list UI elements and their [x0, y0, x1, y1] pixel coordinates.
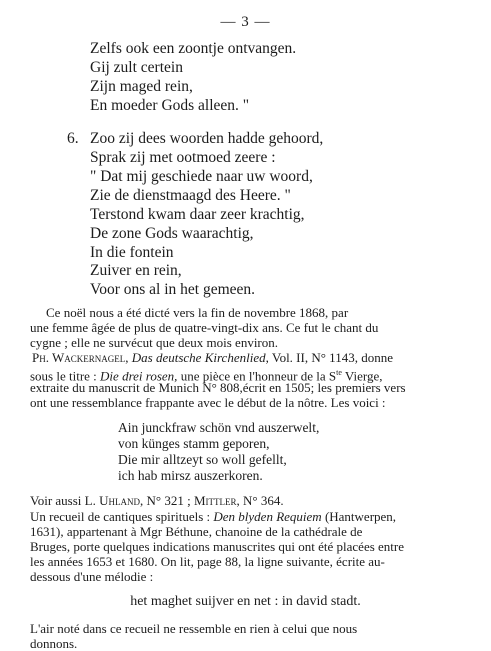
- note-line: 1631), appartenant à Mgr Béthune, chanoine de la cathédrale de: [30, 524, 363, 539]
- verse-line: Terstond kwam daar zeer krachtig,: [90, 206, 305, 223]
- verse-line: Zoo zij dees woorden hadde gehoord,: [90, 130, 324, 147]
- note-text: Vierge,: [341, 368, 383, 384]
- quote-line: von künges stamm geporen,: [118, 436, 270, 451]
- poem-title: Die drei rosen,: [100, 368, 178, 384]
- melody-line: het maghet suijver en net : in david stadt.: [130, 594, 361, 609]
- note-line: L'air noté dans ce recueil ne ressemble en rien à celui que nous: [30, 621, 358, 636]
- note-text: N° 364.: [243, 493, 284, 508]
- note-text: Vol. II, N° 1143, donne: [271, 350, 393, 365]
- verse-line: Zelfs ook een zoontje ontvangen.: [90, 40, 297, 57]
- note-line: extraite du manuscrit de Munich N° 808,écrit en 1505; les premiers vers: [30, 380, 406, 395]
- note-line: une femme âgée de plus de quatre-vingt-dix ans. Ce fut le chant du: [30, 320, 379, 335]
- verse-line: Zie de dienstmaagd des Heere. ": [90, 187, 291, 204]
- author-name: Ph. Wackernagel,: [32, 350, 129, 365]
- note-text: Voir aussi L.: [30, 493, 96, 508]
- verse-line: In die fontein: [90, 244, 174, 261]
- note-text: (Hantwerpen,: [324, 509, 397, 524]
- note-text: N° 321 ;: [146, 493, 191, 508]
- note-line: donnons.: [30, 636, 78, 651]
- note-line: [30, 509, 396, 524]
- note-line: ont une ressemblance frappante avec le début de la nôtre. Les voici :: [30, 395, 386, 410]
- note-line: cygne ; elle ne survécut que deux mois environ.: [30, 335, 279, 350]
- verse-line: Gij zult certein: [90, 59, 183, 76]
- note-line: dessous d'une mélodie :: [30, 569, 154, 584]
- verse-line: Zuiver en rein,: [90, 262, 182, 279]
- note-line: Bruges, porte quelques indications manuscrites qui ont été placées entre: [30, 539, 404, 554]
- verse-line: " Dat mij geschiede naar uw woord,: [90, 168, 313, 185]
- note-text: sous le titre :: [30, 368, 97, 384]
- book-title: Das deutsche Kirchenlied,: [131, 350, 269, 365]
- verse-line: De zone Gods waarachtig,: [90, 225, 254, 242]
- note-text: une pièce en l'honneur de la S: [180, 368, 337, 384]
- verse-line: Zijn maged rein,: [90, 78, 193, 95]
- quote-line: Die mir alltzeyt so woll gefellt,: [118, 452, 287, 467]
- note-line: [32, 350, 393, 365]
- author-name: Mittler,: [193, 493, 240, 508]
- book-title: Den blyden Requiem: [213, 509, 322, 524]
- stanza-number: 6.: [67, 130, 79, 147]
- note-line: Ce noël nous a été dicté vers la fin de novembre 1868, par: [46, 305, 349, 320]
- verse-line: Sprak zij met ootmoed zeere :: [90, 149, 276, 166]
- note-text: Un recueil de cantiques spirituels :: [30, 509, 211, 524]
- verse-line: Voor ons al in het gemeen.: [90, 281, 256, 298]
- quote-line: ich hab mirsz auszerkoren.: [118, 468, 263, 483]
- page-number: — 3 —: [220, 14, 271, 30]
- note-paragraph-3: [30, 493, 284, 508]
- quote-line: Ain junckfraw schön vnd auszerwelt,: [118, 420, 320, 435]
- author-name: Uhland,: [99, 493, 144, 508]
- verse-line: En moeder Gods alleen. ": [90, 97, 250, 114]
- note-line: les années 1653 et 1680. On lit, page 88, la ligne suivante, écrite au-: [30, 554, 385, 569]
- superscript: te: [336, 368, 342, 377]
